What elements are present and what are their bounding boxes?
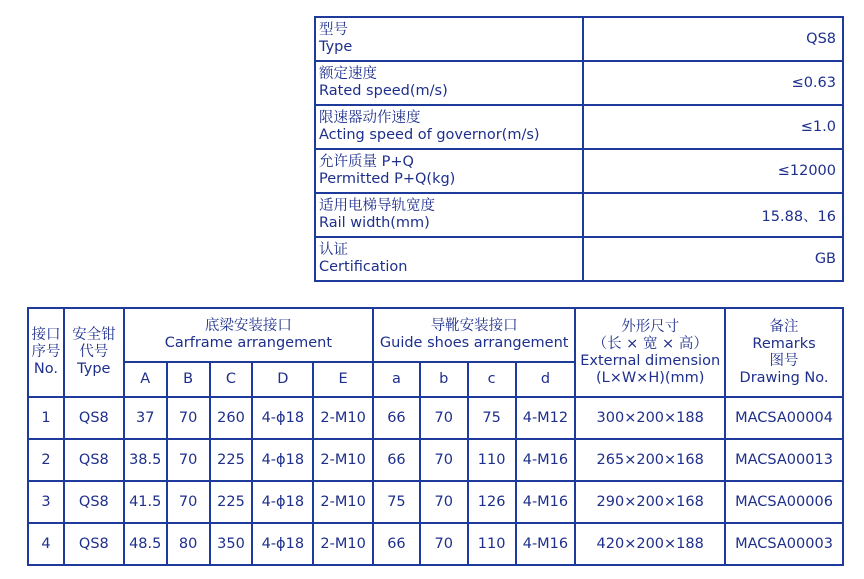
header-guide xyxy=(373,308,575,362)
table-cell: QS8 xyxy=(64,397,124,439)
spec-row xyxy=(315,237,843,281)
table-cell: 3 xyxy=(28,481,64,523)
table-cell: MACSA00013 xyxy=(725,439,843,481)
table-cell: 4 xyxy=(28,523,64,565)
header-dim-cn2: （长 × 宽 × 高） xyxy=(592,335,708,352)
table-cell: 300×200×188 xyxy=(575,397,725,439)
table-cell: 75 xyxy=(468,397,516,439)
table-cell: 4-M16 xyxy=(516,439,576,481)
header-no-cn2: 序号 xyxy=(31,344,61,360)
header-drawing-en: Drawing No. xyxy=(739,369,829,386)
table-cell: 70 xyxy=(167,397,210,439)
spec-label-cn: 允许质量 P+Q xyxy=(319,154,414,170)
spec-label-en: Rated speed(m/s) xyxy=(319,83,448,99)
header-carframe-en: Carframe arrangement xyxy=(164,335,333,351)
subheader-cell: D xyxy=(252,362,313,397)
subheader-cell: b xyxy=(420,362,468,397)
spec-label-en: Permitted P+Q(kg) xyxy=(319,171,456,187)
header-remarks xyxy=(725,308,843,397)
table-cell: QS8 xyxy=(64,523,124,565)
table-cell: 66 xyxy=(373,397,420,439)
header-no-cn1: 接口 xyxy=(31,327,61,343)
header-guide-cn: 导靴安装接口 xyxy=(430,318,518,334)
spec-label-cn: 限速器动作速度 xyxy=(319,110,421,126)
spec-value: ≤1.0 xyxy=(583,105,843,149)
table-row xyxy=(28,439,843,481)
table-cell: 38.5 xyxy=(124,439,167,481)
header-remarks-en: Remarks xyxy=(752,335,816,352)
table-cell: 2-M10 xyxy=(313,523,373,565)
subheader-cell: B xyxy=(167,362,210,397)
table-cell: 420×200×188 xyxy=(575,523,725,565)
spec-label xyxy=(315,237,583,281)
table-cell: 70 xyxy=(420,397,468,439)
table-cell: 48.5 xyxy=(124,523,167,565)
header-drawing-cn: 图号 xyxy=(769,352,799,369)
table-cell: MACSA00006 xyxy=(725,481,843,523)
table-cell: 70 xyxy=(167,481,210,523)
spec-row xyxy=(315,193,843,237)
table-cell: 110 xyxy=(468,439,516,481)
spec-label-en: Rail width(mm) xyxy=(319,215,430,231)
spec-label xyxy=(315,17,583,61)
table-row xyxy=(28,523,843,565)
header-dim-en2: (L×W×H)(mm) xyxy=(595,369,705,386)
spec-table xyxy=(314,16,844,282)
spec-label-cn: 认证 xyxy=(319,242,348,258)
table-cell: 70 xyxy=(420,439,468,481)
spec-row xyxy=(315,17,843,61)
header-type-cn1: 安全钳 xyxy=(72,327,116,343)
spec-label xyxy=(315,105,583,149)
table-cell: 66 xyxy=(373,439,420,481)
table-cell: 4-ϕ18 xyxy=(252,439,313,481)
table-cell: 70 xyxy=(420,523,468,565)
table-cell: 225 xyxy=(210,481,253,523)
table-cell: QS8 xyxy=(64,439,124,481)
table-cell: 350 xyxy=(210,523,253,565)
table-cell: 4-ϕ18 xyxy=(252,481,313,523)
table-cell: 265×200×168 xyxy=(575,439,725,481)
spec-label-en: Certification xyxy=(319,259,408,275)
table-cell: 4-ϕ18 xyxy=(252,397,313,439)
header-dim-cn1: 外形尺寸 xyxy=(621,318,680,335)
header-carframe xyxy=(124,308,373,362)
table-cell: 1 xyxy=(28,397,64,439)
table-cell: 66 xyxy=(373,523,420,565)
table-cell: 70 xyxy=(167,439,210,481)
header-type xyxy=(64,308,124,397)
spec-label-cn: 额定速度 xyxy=(319,66,377,82)
arrangement-table xyxy=(27,307,844,566)
spec-label-en: Acting speed of governor(m/s) xyxy=(319,127,540,143)
table-cell: 41.5 xyxy=(124,481,167,523)
spec-value: ≤0.63 xyxy=(583,61,843,105)
header-guide-en: Guide shoes arrangement xyxy=(379,335,569,351)
subheader-cell: a xyxy=(373,362,420,397)
table-cell: 80 xyxy=(167,523,210,565)
table-cell: QS8 xyxy=(64,481,124,523)
table-cell: 4-M16 xyxy=(516,481,576,523)
header-carframe-cn: 底梁安装接口 xyxy=(204,318,292,334)
table-cell: 290×200×168 xyxy=(575,481,725,523)
subheader-cell: C xyxy=(210,362,253,397)
table-cell: 4-M12 xyxy=(516,397,576,439)
subheader-cell: d xyxy=(516,362,576,397)
spec-label-cn: 型号 xyxy=(319,22,348,38)
spec-value: ≤12000 xyxy=(583,149,843,193)
header-dimension xyxy=(575,308,725,397)
table-cell: 4-M16 xyxy=(516,523,576,565)
table-cell: 37 xyxy=(124,397,167,439)
table-cell: 2-M10 xyxy=(313,481,373,523)
table-cell: 260 xyxy=(210,397,253,439)
subheader-cell: c xyxy=(468,362,516,397)
spec-row xyxy=(315,105,843,149)
header-remarks-cn: 备注 xyxy=(769,318,799,335)
header-no-en: No. xyxy=(33,361,58,377)
table-cell: 70 xyxy=(420,481,468,523)
spec-row xyxy=(315,149,843,193)
table-row xyxy=(28,481,843,523)
table-cell: MACSA00004 xyxy=(725,397,843,439)
subheader-cell: E xyxy=(313,362,373,397)
spec-label-cn: 适用电梯导轨宽度 xyxy=(319,198,435,214)
spec-label xyxy=(315,149,583,193)
header-type-en: Type xyxy=(77,361,111,377)
table-cell: MACSA00003 xyxy=(725,523,843,565)
spec-label xyxy=(315,193,583,237)
table-cell: 2-M10 xyxy=(313,397,373,439)
spec-value: QS8 xyxy=(583,17,843,61)
header-no xyxy=(28,308,64,397)
spec-value: GB xyxy=(583,237,843,281)
table-cell: 225 xyxy=(210,439,253,481)
spec-row xyxy=(315,61,843,105)
table-row xyxy=(28,397,843,439)
table-cell: 2-M10 xyxy=(313,439,373,481)
header-type-cn2: 代号 xyxy=(79,344,109,360)
spec-label-en: Type xyxy=(319,39,353,55)
table-cell: 4-ϕ18 xyxy=(252,523,313,565)
table-cell: 110 xyxy=(468,523,516,565)
table-cell: 2 xyxy=(28,439,64,481)
spec-label xyxy=(315,61,583,105)
header-dim-en1: External dimension xyxy=(580,352,721,369)
spec-value: 15.88、16 xyxy=(583,193,843,237)
subheader-cell: A xyxy=(124,362,167,397)
table-cell: 75 xyxy=(373,481,420,523)
table-cell: 126 xyxy=(468,481,516,523)
